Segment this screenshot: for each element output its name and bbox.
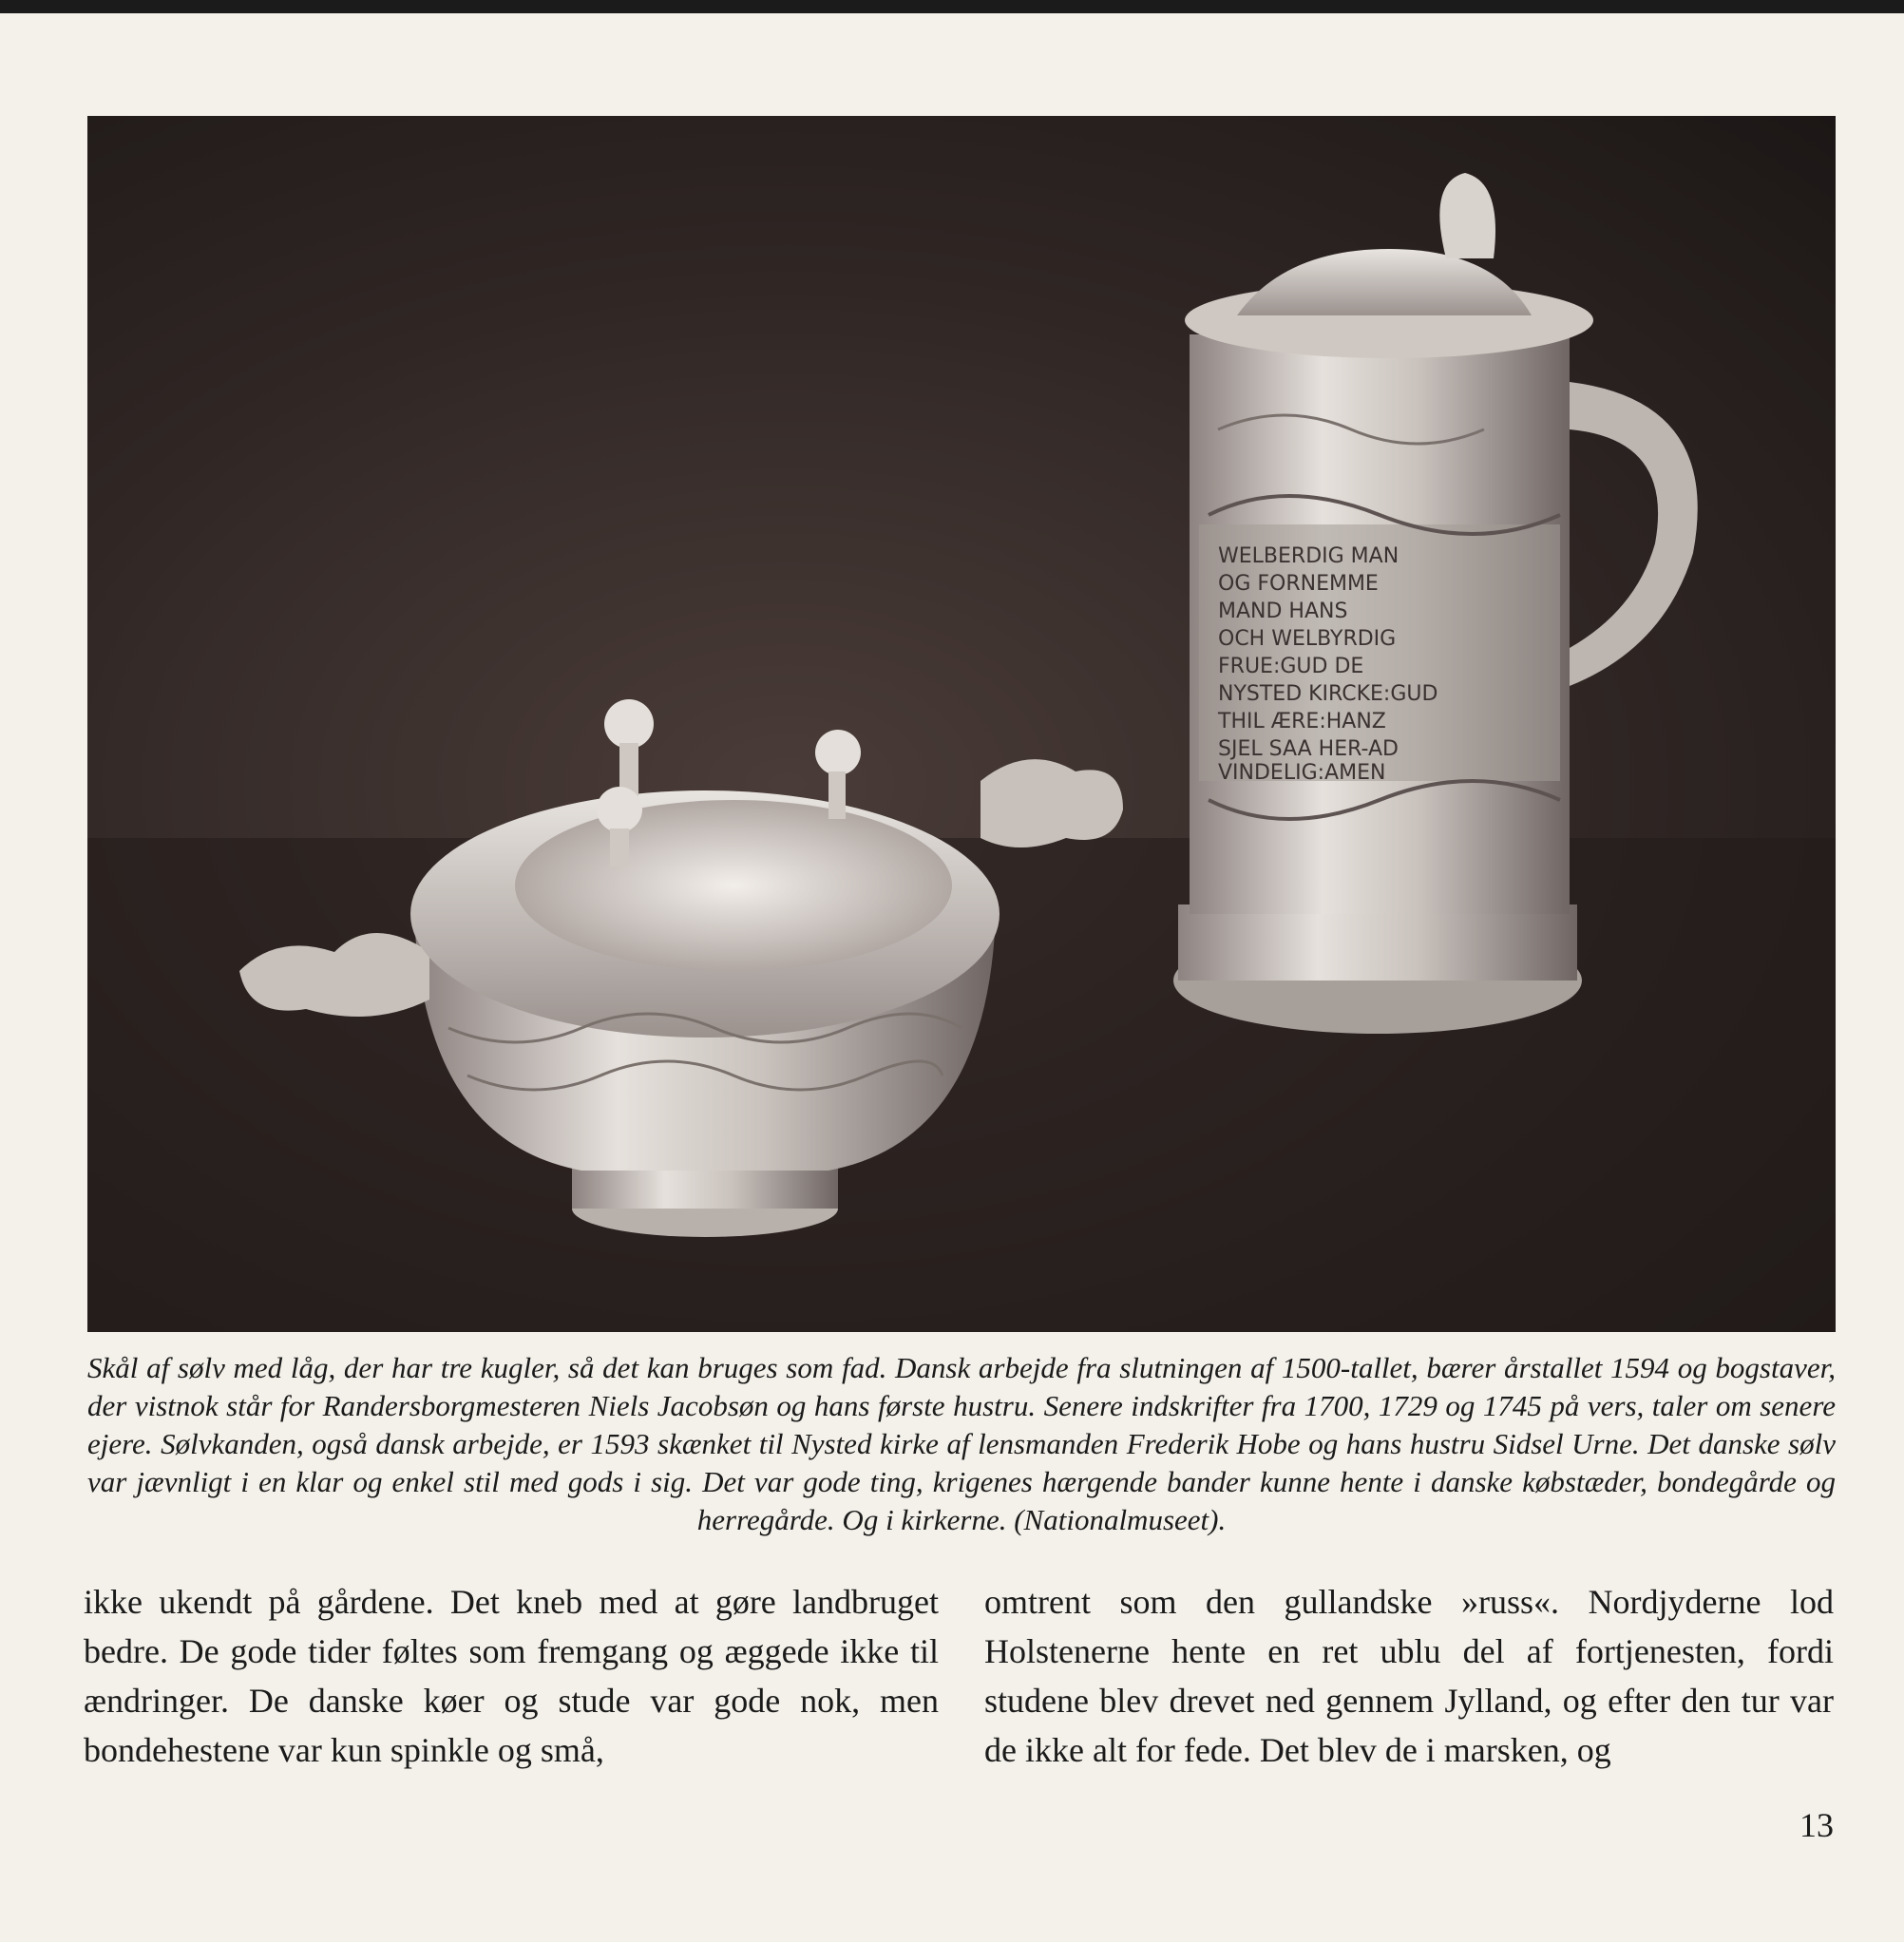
tankard-inscription-line: VINDELIG:AMEN (1218, 761, 1386, 785)
bowl-lid-center (515, 800, 952, 971)
lid-knob-1 (604, 699, 654, 749)
tankard-inscription-line: THIL ÆRE:HANZ (1218, 710, 1386, 733)
photo-caption: Skål af sølv med låg, der har tre kugler, så det kan bruges som fad. Dansk arbejde fra slutningen af 1500-tallet, bærer årstallet 1594 og bogstaver, der vistnok står for Randersborgmesteren Niels Jacobsøn og hans første hustru. Senere indskrifter fra 1700, 1729 og 1745 på vers, taler om senere ejere. Sølvkanden, også dansk arbejde, er 1593 skænket til Nysted kirke af lensmanden Frederik Hobe og hans hustru Sidsel Urne. Det danske sølv var jævnligt i en klar og enkel stil med gods i sig. Det var gode ting, krigenes hærgende bander kunne hente i danske købstæder, bondegårde og herregårde. Og i kirkerne. (Nationalmuseet). (87, 1351, 1836, 1536)
tankard-inscription-line: WELBERDIG MAN (1218, 544, 1399, 568)
body-text-column-left: ikke ukendt på gårdene. Det kneb med at gøre landbruget bedre. De gode tider føltes som fremgang og æggede ikke til ændringer. De danske køer og stude var gode nok, men bondehestene var kun spinkle og små, (84, 1583, 939, 1769)
page-number: 13 (1799, 1806, 1834, 1844)
body-text-column-right: omtrent som den gullandske »russ«. Nordjyderne lod Holstenerne hente en ret ublu del af fortjenesten, fordi studene blev drevet ned gennem Jylland, og efter den tur var de ikke alt for fede. Det blev de i marsken, og (984, 1583, 1834, 1769)
tankard-inscription-line: MAND HANS (1218, 600, 1348, 623)
tankard-inscription-line: SJEL SAA HER-AD (1218, 737, 1399, 761)
photo-illustration (87, 116, 1836, 1332)
photograph-silver-bowl-and-tankard (87, 116, 1836, 1332)
lid-knob-3 (597, 787, 642, 832)
tankard-thumb-piece (1439, 173, 1495, 258)
tankard-inscription-line: OCH WELBYRDIG (1218, 627, 1397, 651)
tankard-inscription-line: OG FORNEMME (1218, 572, 1379, 596)
tankard-inscription-line: NYSTED KIRCKE:GUD (1218, 682, 1438, 706)
scan-top-edge (0, 0, 1904, 13)
tankard-handle (1570, 382, 1698, 686)
tankard-inscription-line: FRUE:GUD DE (1218, 655, 1364, 678)
lid-knob-2 (815, 730, 861, 775)
bowl-ear-handle-right (981, 759, 1123, 847)
